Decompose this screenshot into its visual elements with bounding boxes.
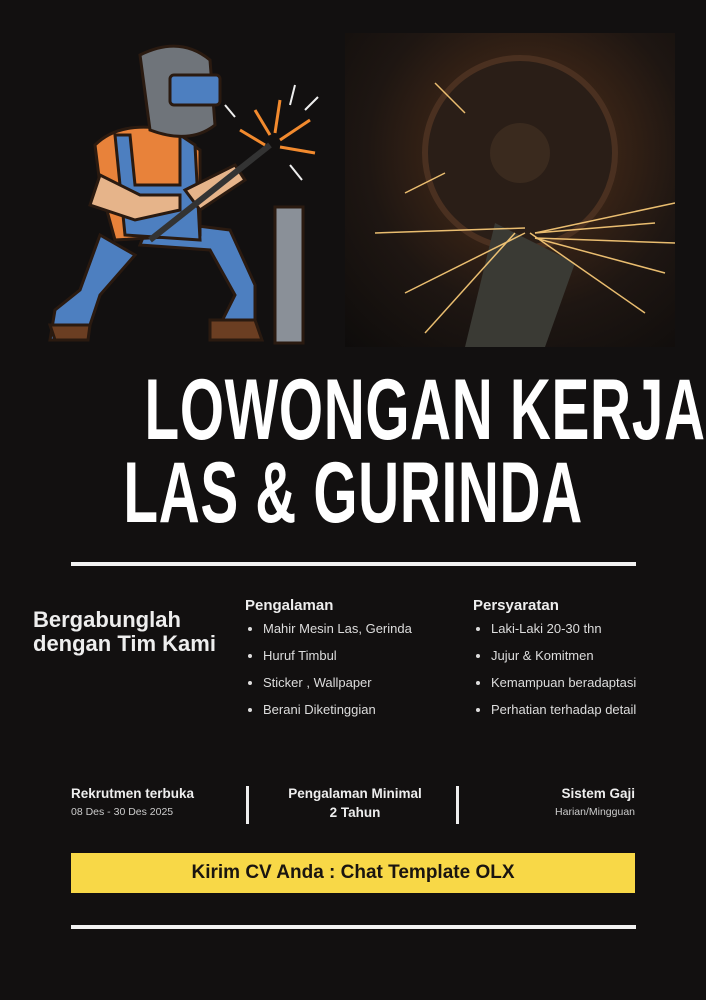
grinder-sparks-image [345, 33, 675, 347]
tagline: Bergabunglah dengan Tim Kami [33, 607, 216, 656]
salary-label: Sistem Gaji [561, 786, 635, 801]
list-item: • Sticker , Wallpaper [263, 674, 412, 701]
experience-label: Pengalaman Minimal [288, 786, 422, 801]
list-item: • Jujur & Komitmen [491, 647, 636, 674]
salary-value: Harian/Mingguan [555, 806, 635, 818]
experience-value: 2 Tahun [329, 805, 381, 820]
grinder-photo [345, 33, 675, 347]
experience-info [260, 786, 450, 820]
list-item: • Perhatian terhadap detail [491, 701, 636, 728]
persyaratan-heading: Persyaratan [473, 597, 559, 614]
list-item: • Huruf Timbul [263, 647, 412, 674]
title-line-1: LOWONGAN KERJA [144, 362, 706, 458]
send-cv-banner: Kirim CV Anda : Chat Template OLX [71, 853, 635, 893]
list-item: • Kemampuan beradaptasi [491, 674, 636, 701]
recruitment-label: Rekrutmen terbuka [71, 786, 195, 801]
list-item: • Mahir Mesin Las, Gerinda [263, 620, 412, 647]
recruitment-dates: 08 Des - 30 Des 2025 [71, 806, 174, 818]
pengalaman-heading: Pengalaman [245, 597, 334, 614]
salary-info [555, 786, 635, 818]
welder-illustration [40, 35, 320, 350]
divider-vertical [456, 786, 459, 824]
divider-vertical [246, 786, 249, 824]
list-item: • Berani Diketinggian [263, 701, 412, 728]
recruitment-info [71, 786, 194, 818]
title-line-2: LAS & GURINDA [123, 445, 583, 541]
divider-top [71, 562, 636, 566]
divider-bottom [71, 925, 636, 929]
list-item: • Laki-Laki 20-30 thn [491, 620, 636, 647]
persyaratan-section [473, 597, 636, 728]
pengalaman-section [245, 597, 412, 728]
